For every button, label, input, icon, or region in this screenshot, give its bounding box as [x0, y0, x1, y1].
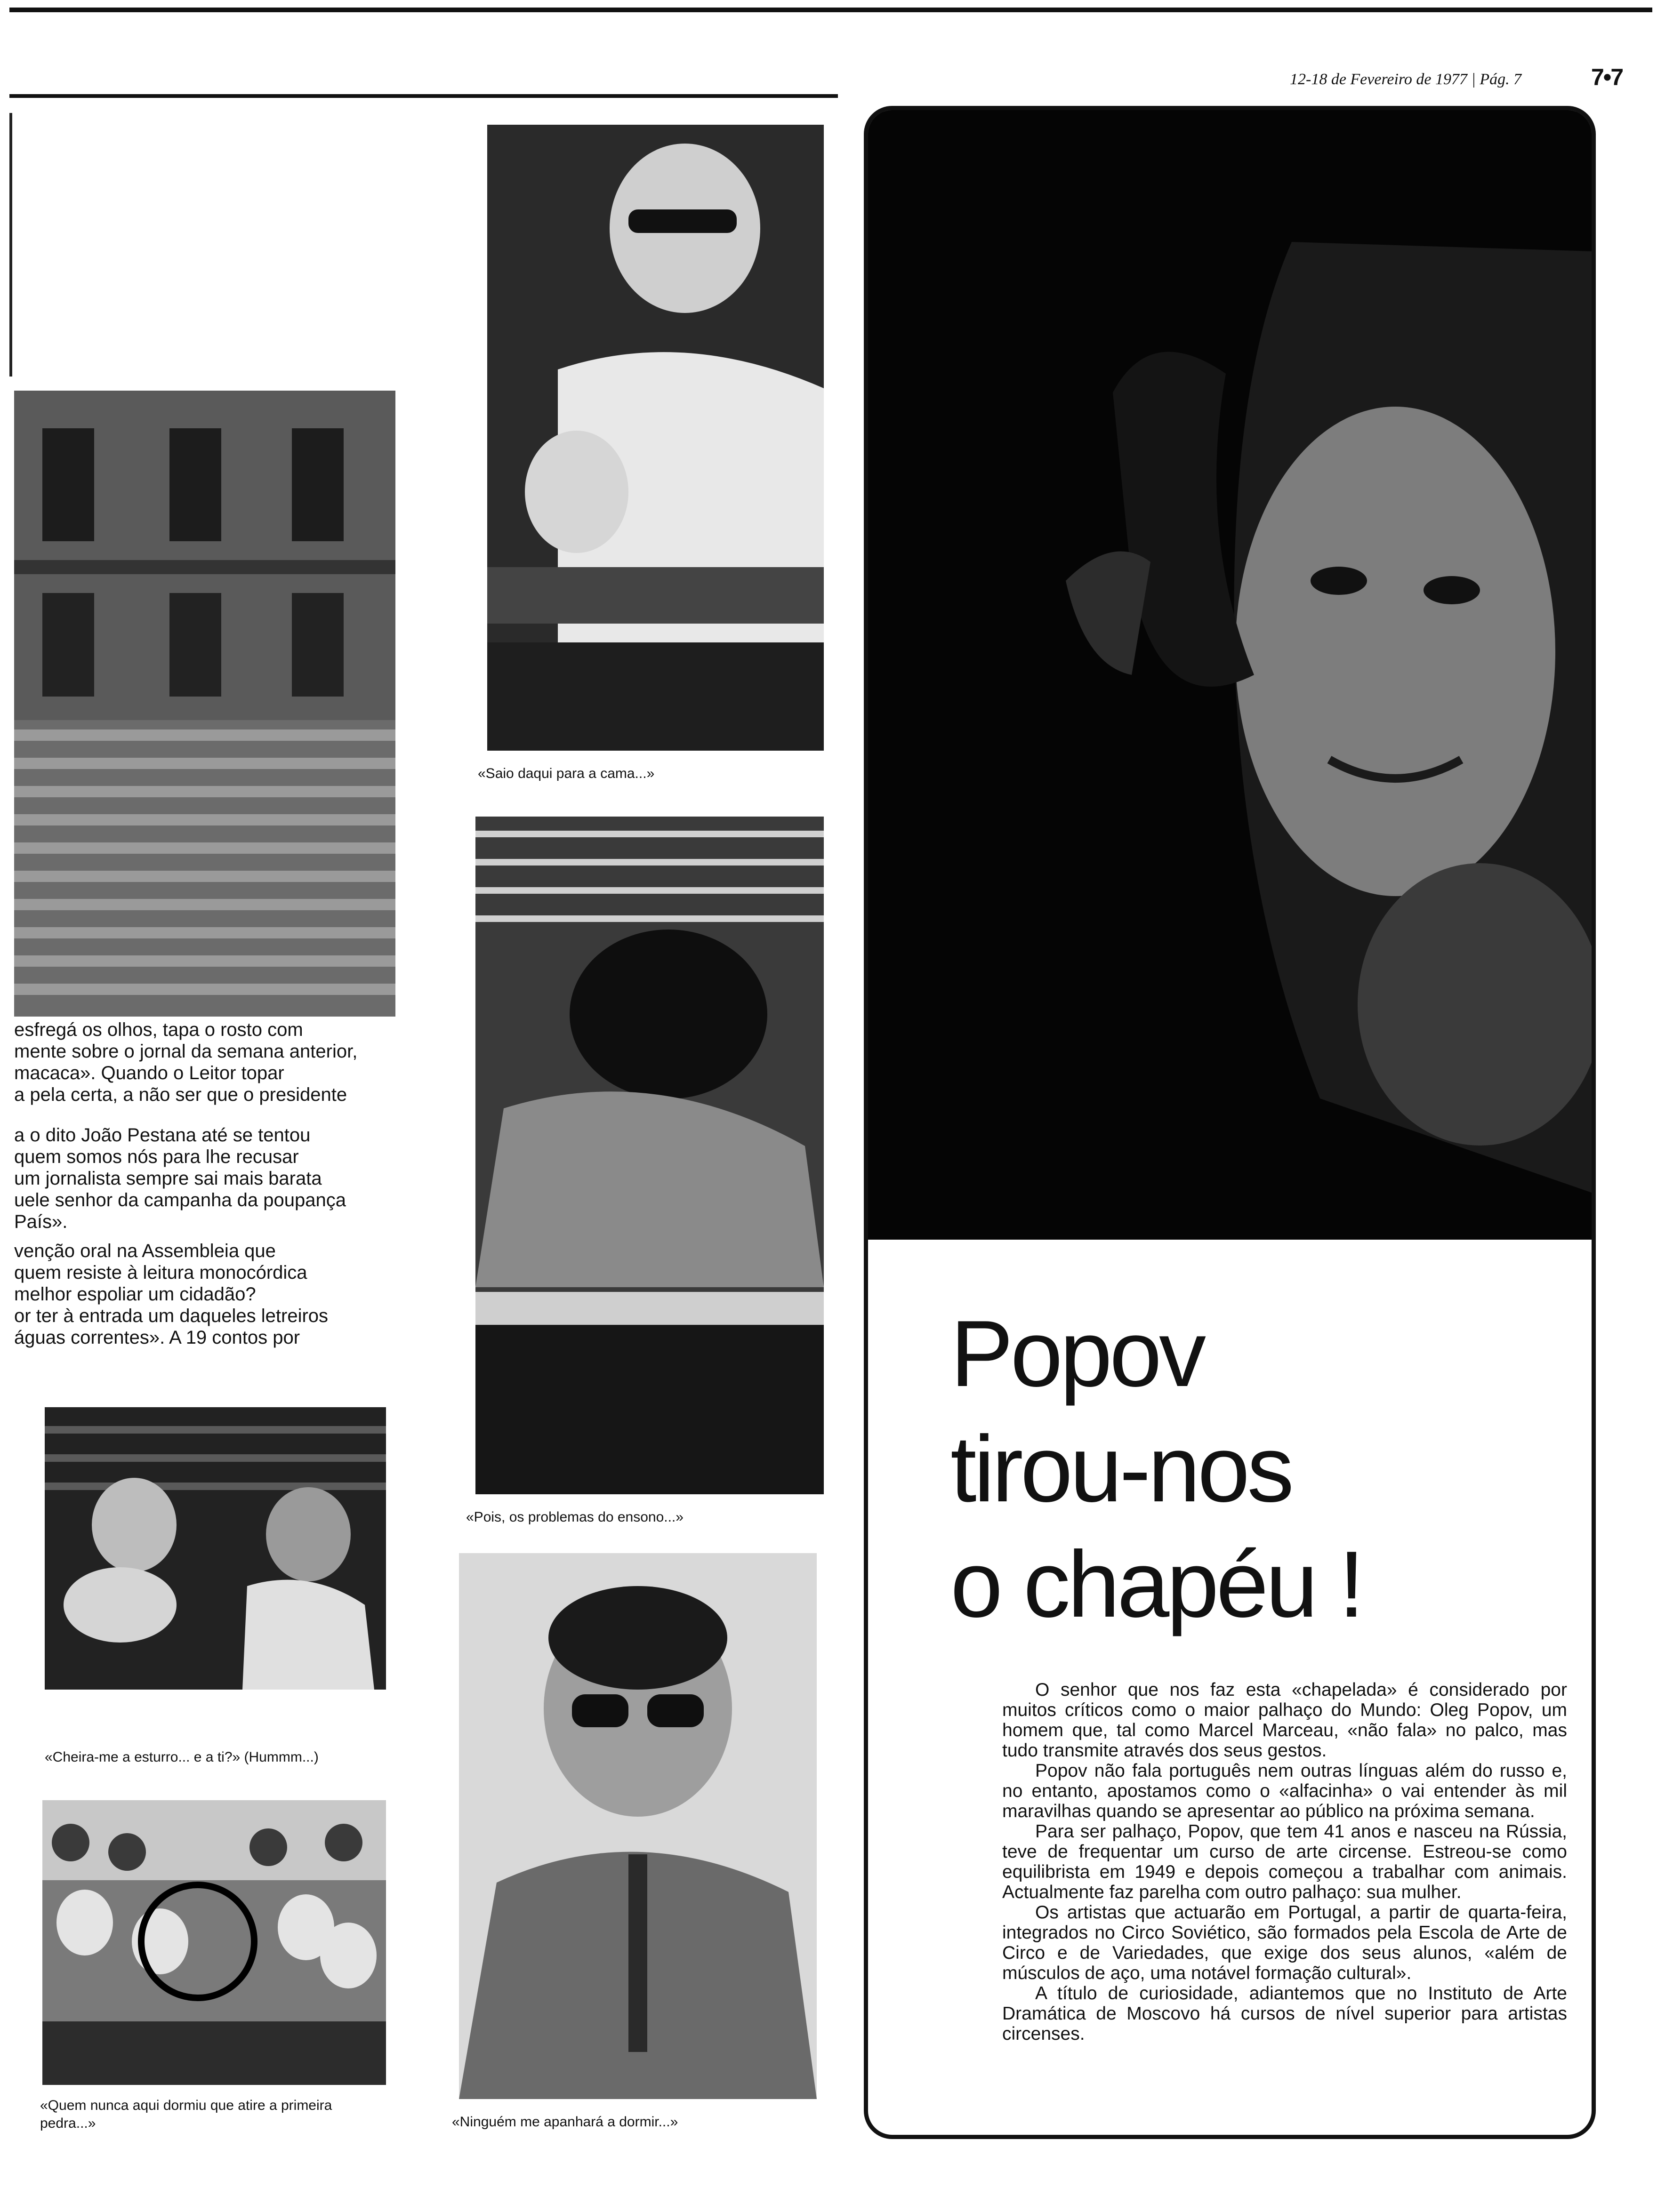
left-line: a o dito João Pestana até se tentou	[14, 1125, 311, 1146]
left-line: a pela certa, a não ser que o presidente	[14, 1084, 347, 1105]
deputies-illustration	[45, 1407, 386, 1690]
photo-building	[14, 391, 395, 1017]
caption-2: «Pois, os problemas do ensono...»	[466, 1509, 684, 1525]
crowd-illustration	[42, 1800, 386, 2085]
left-line: mente sobre o jornal da semana anterior,	[14, 1041, 358, 1062]
caption-4: «Quem nunca aqui dormiu que atire a primeira pedra...»	[40, 2098, 332, 2131]
popov-paragraph: O senhor que nos faz esta «chapelada» é considerado por muitos críticos como o maior palhaço do Mundo: Oleg Popov, um homem que, tal como Marcel Marceau, «não fala» no palco, mas tudo transmite através dos seus gestos.	[1002, 1680, 1567, 1761]
left-border	[9, 113, 12, 377]
header-logo: 7•7	[1591, 64, 1623, 90]
left-line: uele senhor da campanha da poupança	[14, 1190, 346, 1210]
left-line	[14, 1106, 438, 1124]
header-rule-left	[9, 94, 838, 98]
building-illustration	[14, 391, 395, 1017]
caption-3: «Cheira-me a esturro... e a ti?» (Hummm...)	[45, 1749, 319, 1765]
left-line: or ter à entrada um daqueles letreiros	[14, 1306, 329, 1326]
left-line: venção oral na Assembleia que	[14, 1241, 276, 1261]
photo-deputies	[45, 1407, 386, 1690]
left-line: esfregá os olhos, tapa o rosto com	[14, 1019, 303, 1040]
popov-headline	[950, 1296, 1562, 1642]
top-rule	[9, 8, 1652, 12]
photo-glasses	[459, 1553, 817, 2099]
photo-sleeping	[487, 125, 824, 751]
left-article-text	[14, 1019, 438, 1348]
popov-panel	[864, 106, 1596, 2139]
head-down-illustration	[475, 817, 824, 1494]
left-line: quem resiste à leitura monocórdica	[14, 1262, 307, 1283]
glasses-man-illustration	[459, 1553, 817, 2099]
left-line: melhor espoliar um cidadão?	[14, 1284, 256, 1305]
headline-line: Popov	[950, 1301, 1204, 1406]
photo-head-down	[475, 817, 824, 1494]
popov-illustration	[868, 110, 1592, 1240]
popov-article	[1002, 1680, 1567, 2044]
left-line: águas correntes». A 19 contos por	[14, 1327, 300, 1348]
caption-1: «Saio daqui para a cama...»	[478, 766, 655, 781]
header-date: 12-18 de Fevereiro de 1977 | Pág. 7	[1290, 71, 1522, 88]
photo-crowd	[42, 1800, 386, 2085]
left-line: macaca». Quando o Leitor topar	[14, 1063, 284, 1083]
headline-line: o chapéu !	[950, 1532, 1362, 1637]
left-line: um jornalista sempre sai mais barata	[14, 1168, 322, 1189]
left-line: País».	[14, 1211, 68, 1232]
caption-5: «Ninguém me apanhará a dormir...»	[452, 2114, 678, 2130]
popov-paragraph: Para ser palhaço, Popov, que tem 41 anos e nasceu na Rússia, teve de frequentar um curso de arte circense. Estreou-se como equilibrista em 1949 e depois começou a trabalhar com animais. Actualmente faz parelha com outro palhaço: sua mulher.	[1002, 1821, 1567, 1902]
popov-paragraph: A título de curiosidade, adiantemos que no Instituto de Arte Dramática de Moscovo há cursos de nível superior para artistas circenses.	[1002, 1983, 1567, 2044]
popov-paragraph: Os artistas que actuarão em Portugal, a partir de quarta-feira, integrados no Circo Soviético, são formados pela Escola de Arte de Circo e de Variedades, que exige dos seus alunos, «além de músculos de aço, uma notável formação cultural».	[1002, 1902, 1567, 1983]
sleeping-man-illustration	[487, 125, 824, 751]
popov-paragraph: Popov não fala português nem outras línguas além do russo e, no entanto, apostamos como o «alfacinha» o vai entender às mil maravilhas quando se apresentar ao público na próxima semana.	[1002, 1761, 1567, 1821]
popov-photo	[868, 110, 1592, 1240]
headline-line: tirou-nos	[950, 1417, 1292, 1522]
left-line: quem somos nós para lhe recusar	[14, 1146, 299, 1167]
